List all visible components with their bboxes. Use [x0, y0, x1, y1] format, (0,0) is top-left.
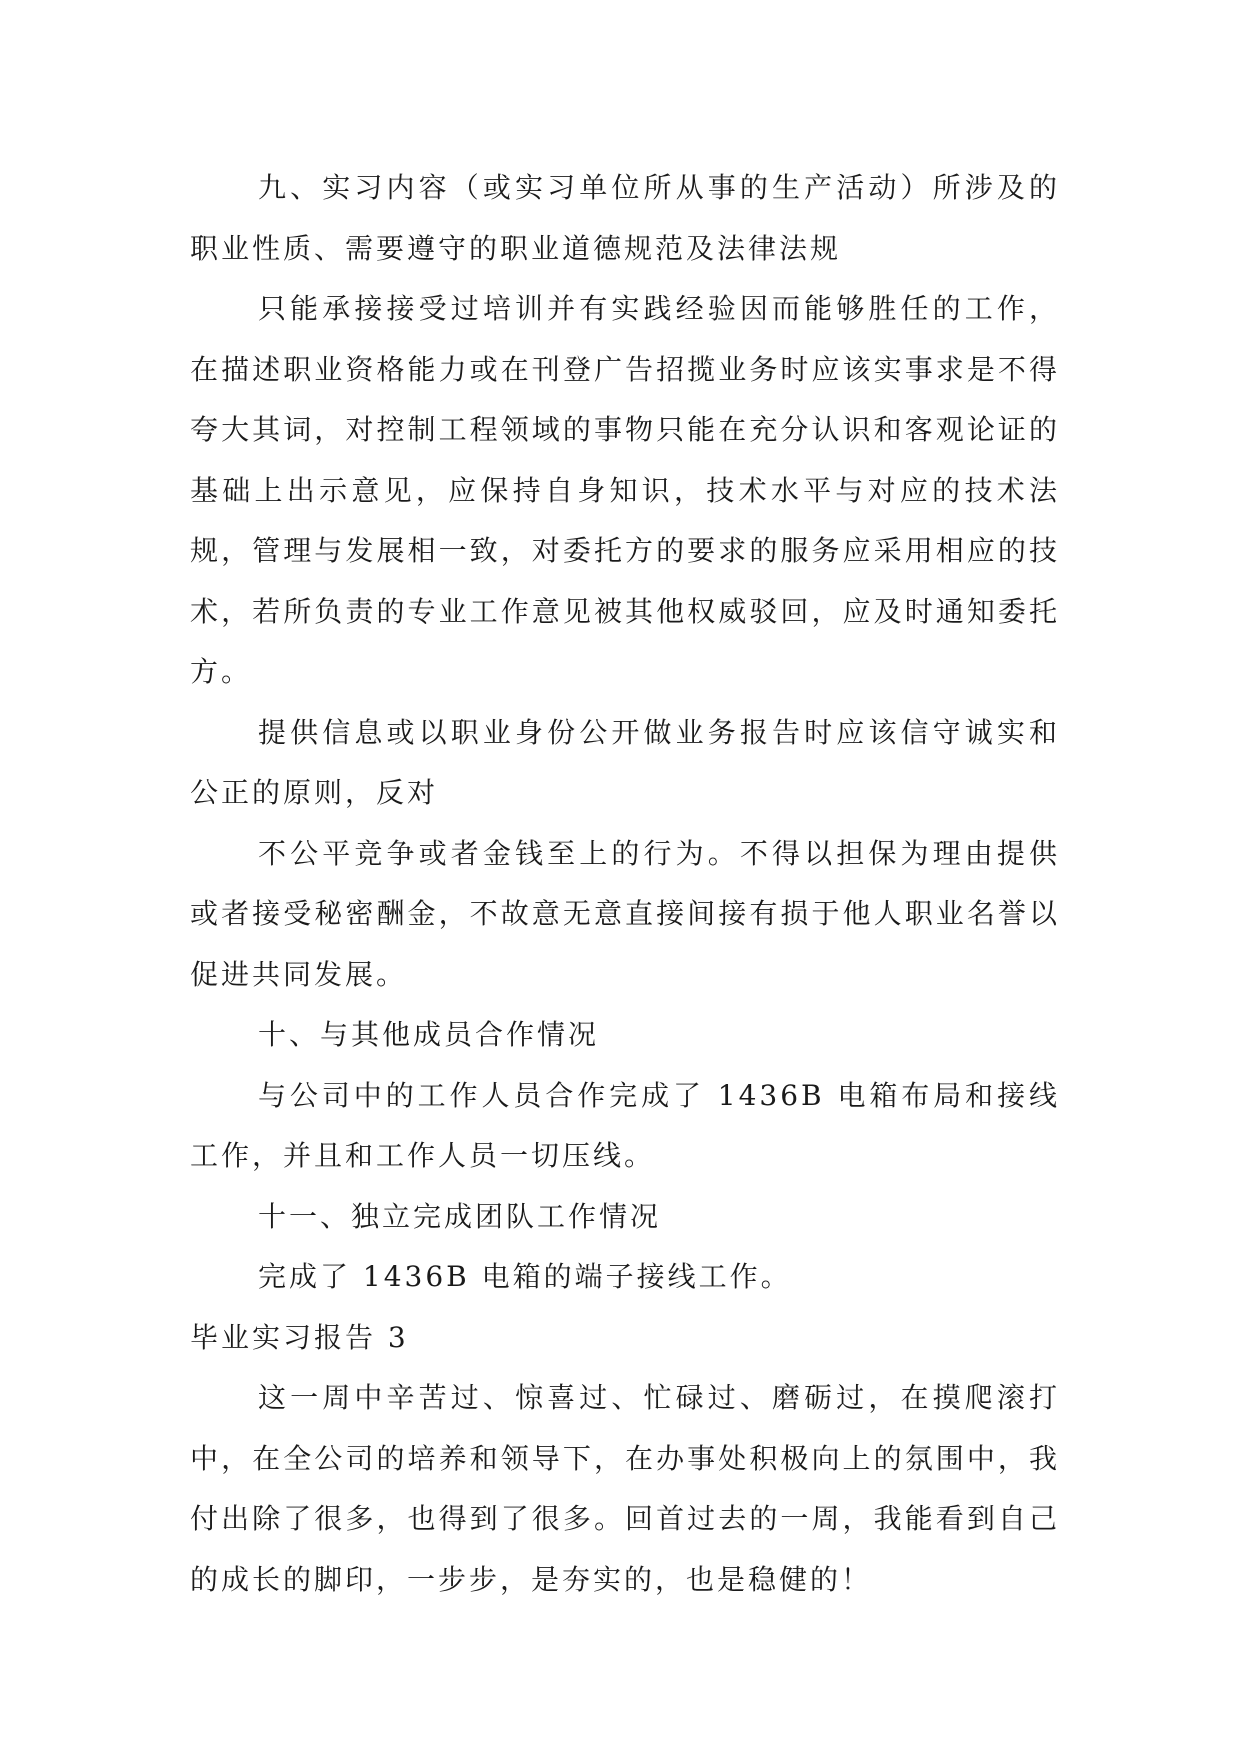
- section-nine-heading: 九、实习内容（或实习单位所从事的生产活动）所涉及的职业性质、需要遵守的职业道德规范及法律法规: [190, 171, 1060, 265]
- paragraph-cooperation: 与公司中的工作人员合作完成了 1436B 电箱布局和接线工作，并且和工作人员一切压线。: [190, 1078, 1060, 1172]
- paragraph-honesty-principle: 提供信息或以职业身份公开做业务报告时应该信守诚实和公正的原则，反对: [190, 715, 1060, 809]
- document-body: [190, 158, 1060, 1610]
- paragraph-week-summary: 这一周中辛苦过、惊喜过、忙碌过、磨砺过，在摸爬滚打中，在全公司的培养和领导下，在办事处积极向上的氛围中，我付出除了很多，也得到了很多。回首过去的一周，我能看到自己的成长的脚印，一步步，是夯实的，也是稳健的！: [190, 1381, 1060, 1596]
- section-ten-heading: 十、与其他成员合作情况: [258, 1018, 600, 1051]
- paragraph-independent-work: 完成了 1436B 电箱的端子接线工作。: [258, 1260, 792, 1293]
- section-eleven-heading: 十一、独立完成团队工作情况: [258, 1199, 662, 1233]
- paragraph-fair-competition: 不公平竞争或者金钱至上的行为。不得以担保为理由提供或者接受秘密酬金，不故意无意直接间接有损于他人职业名誉以促进共同发展。: [190, 836, 1060, 991]
- report-three-title: 毕业实习报告 3: [190, 1320, 409, 1354]
- paragraph-professional-ethics: 只能承接接受过培训并有实践经验因而能够胜任的工作，在描述职业资格能力或在刊登广告招揽业务时应该实事求是不得夸大其词，对控制工程领域的事物只能在充分认识和客观论证的基础上出示意见，应保持自身知识，技术水平与对应的技术法规，管理与发展相一致，对委托方的要求的服务应采用相应的技术，若所负责的专业工作意见被其他权威驳回，应及时通知委托方。: [190, 292, 1060, 688]
